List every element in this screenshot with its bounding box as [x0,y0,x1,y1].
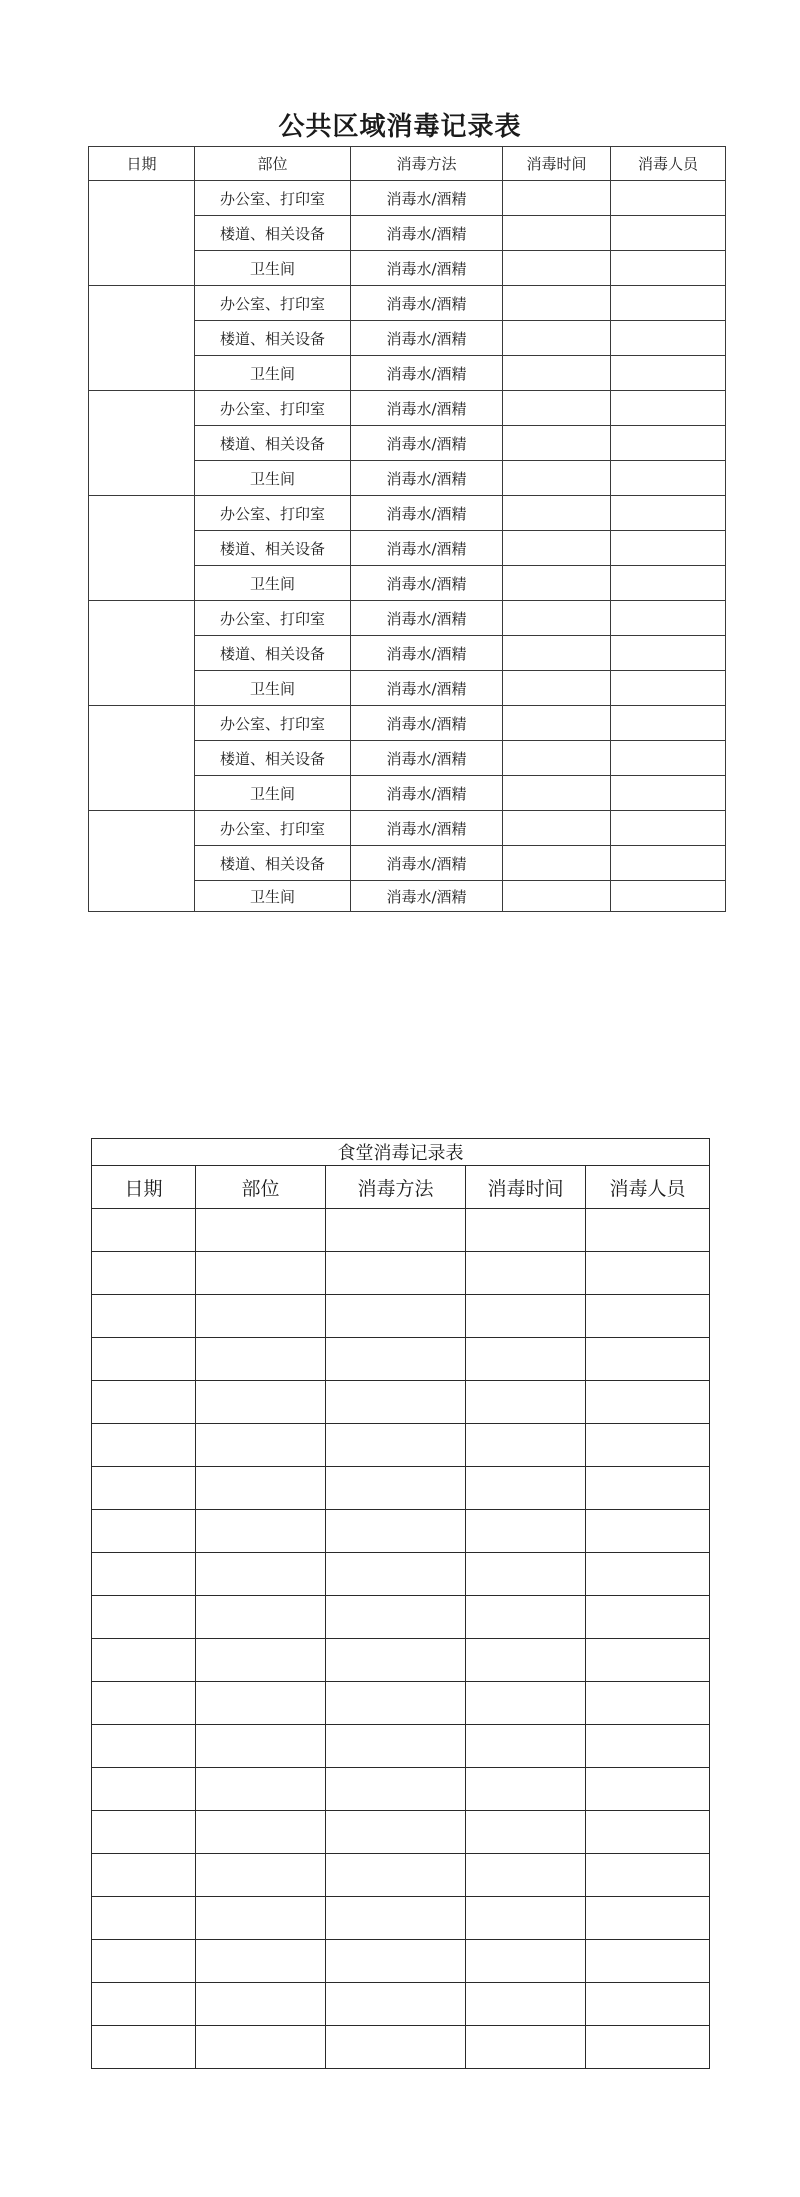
date-cell[interactable] [89,811,195,912]
canteen-staff-cell[interactable] [586,1854,710,1897]
staff-cell[interactable] [611,531,726,566]
canteen-time-cell[interactable] [466,2026,586,2069]
canteen-area-cell[interactable] [196,1811,326,1854]
area-cell: 办公室、打印室 [195,286,351,321]
area-cell: 办公室、打印室 [195,181,351,216]
canteen-date-cell[interactable] [92,1295,196,1338]
canteen-time-cell[interactable] [466,1639,586,1682]
table-row [92,1768,710,1811]
method-cell: 消毒水/酒精 [351,251,503,286]
table-row [92,1467,710,1510]
method-cell: 消毒水/酒精 [351,216,503,251]
canteen-method-cell[interactable] [326,1252,466,1295]
canteen-header-staff: 消毒人员 [586,1166,710,1209]
area-cell: 楼道、相关设备 [195,531,351,566]
area-cell: 卫生间 [195,881,351,912]
page-title: 公共区域消毒记录表 [278,112,522,142]
canteen-time-cell[interactable] [466,1424,586,1467]
area-cell: 卫生间 [195,566,351,601]
time-cell[interactable] [503,286,611,321]
canteen-time-cell[interactable] [466,1811,586,1854]
method-cell: 消毒水/酒精 [351,356,503,391]
canteen-date-cell[interactable] [92,1209,196,1252]
method-cell: 消毒水/酒精 [351,461,503,496]
area-cell: 楼道、相关设备 [195,846,351,881]
method-cell: 消毒水/酒精 [351,321,503,356]
staff-cell[interactable] [611,181,726,216]
method-cell: 消毒水/酒精 [351,846,503,881]
staff-cell[interactable] [611,671,726,706]
table-row [89,811,726,846]
canteen-time-cell[interactable] [466,1682,586,1725]
area-cell: 卫生间 [195,776,351,811]
canteen-area-cell[interactable] [196,1897,326,1940]
canteen-area-cell[interactable] [196,1596,326,1639]
area-cell: 卫生间 [195,461,351,496]
canteen-time-cell[interactable] [466,1295,586,1338]
canteen-staff-cell[interactable] [586,2026,710,2069]
header-time: 消毒时间 [503,147,611,181]
canteen-method-cell[interactable] [326,1596,466,1639]
canteen-staff-cell[interactable] [586,1639,710,1682]
canteen-staff-cell[interactable] [586,1510,710,1553]
canteen-area-cell[interactable] [196,1510,326,1553]
method-cell: 消毒水/酒精 [351,426,503,461]
canteen-time-cell[interactable] [466,1725,586,1768]
table-row [92,1596,710,1639]
canteen-header-area: 部位 [196,1166,326,1209]
date-cell[interactable] [89,391,195,496]
canteen-time-cell[interactable] [466,1768,586,1811]
public-area-disinfection-table [88,146,726,912]
method-cell: 消毒水/酒精 [351,881,503,912]
canteen-date-cell[interactable] [92,1553,196,1596]
canteen-date-cell[interactable] [92,1768,196,1811]
time-cell[interactable] [503,461,611,496]
time-cell[interactable] [503,216,611,251]
table-row [89,391,726,426]
header-staff: 消毒人员 [611,147,726,181]
canteen-date-cell[interactable] [92,1897,196,1940]
table-row [92,1897,710,1940]
canteen-area-cell[interactable] [196,2026,326,2069]
canteen-table-body [92,1209,710,2069]
table-row [92,1682,710,1725]
canteen-date-cell[interactable] [92,1811,196,1854]
canteen-date-cell[interactable] [92,1381,196,1424]
canteen-method-cell[interactable] [326,1983,466,2026]
canteen-header-method: 消毒方法 [326,1166,466,1209]
area-cell: 办公室、打印室 [195,601,351,636]
canteen-area-cell[interactable] [196,1424,326,1467]
canteen-method-cell[interactable] [326,1768,466,1811]
table-row [89,706,726,741]
staff-cell[interactable] [611,811,726,846]
table-row [89,496,726,531]
canteen-staff-cell[interactable] [586,1424,710,1467]
canteen-method-cell[interactable] [326,1381,466,1424]
date-cell[interactable] [89,601,195,706]
canteen-time-cell[interactable] [466,1940,586,1983]
canteen-staff-cell[interactable] [586,1768,710,1811]
table-header-row [89,147,726,181]
method-cell: 消毒水/酒精 [351,601,503,636]
time-cell[interactable] [503,776,611,811]
method-cell: 消毒水/酒精 [351,531,503,566]
canteen-staff-cell[interactable] [586,1467,710,1510]
canteen-staff-cell[interactable] [586,1252,710,1295]
canteen-staff-cell[interactable] [586,1897,710,1940]
table-row [92,1338,710,1381]
canteen-staff-cell[interactable] [586,1209,710,1252]
canteen-staff-cell[interactable] [586,1381,710,1424]
table-row [92,1854,710,1897]
canteen-date-cell[interactable] [92,1338,196,1381]
area-cell: 办公室、打印室 [195,496,351,531]
canteen-method-cell[interactable] [326,1897,466,1940]
staff-cell[interactable] [611,846,726,881]
canteen-date-cell[interactable] [92,1940,196,1983]
table-row [92,1424,710,1467]
canteen-header-date: 日期 [92,1166,196,1209]
canteen-method-cell[interactable] [326,1510,466,1553]
header-date: 日期 [89,147,195,181]
staff-cell[interactable] [611,601,726,636]
canteen-date-cell[interactable] [92,1596,196,1639]
staff-cell[interactable] [611,741,726,776]
canteen-area-cell[interactable] [196,1983,326,2026]
canteen-area-cell[interactable] [196,1682,326,1725]
time-cell[interactable] [503,671,611,706]
time-cell[interactable] [503,706,611,741]
method-cell: 消毒水/酒精 [351,286,503,321]
canteen-area-cell[interactable] [196,1338,326,1381]
canteen-date-cell[interactable] [92,1467,196,1510]
canteen-area-cell[interactable] [196,1854,326,1897]
table-row [92,1940,710,1983]
date-cell[interactable] [89,496,195,601]
canteen-method-cell[interactable] [326,1338,466,1381]
canteen-area-cell[interactable] [196,1940,326,1983]
canteen-time-cell[interactable] [466,1553,586,1596]
canteen-time-cell[interactable] [466,1510,586,1553]
canteen-date-cell[interactable] [92,2026,196,2069]
time-cell[interactable] [503,251,611,286]
canteen-staff-cell[interactable] [586,1725,710,1768]
method-cell: 消毒水/酒精 [351,811,503,846]
table-row [92,1252,710,1295]
canteen-date-cell[interactable] [92,1510,196,1553]
method-cell: 消毒水/酒精 [351,391,503,426]
staff-cell[interactable] [611,461,726,496]
time-cell[interactable] [503,181,611,216]
canteen-area-cell[interactable] [196,1295,326,1338]
canteen-disinfection-table [91,1138,710,2069]
canteen-time-cell[interactable] [466,1596,586,1639]
date-cell[interactable] [89,181,195,286]
method-cell: 消毒水/酒精 [351,566,503,601]
staff-cell[interactable] [611,636,726,671]
table-row [92,1209,710,1252]
canteen-time-cell[interactable] [466,1338,586,1381]
canteen-time-cell[interactable] [466,1897,586,1940]
method-cell: 消毒水/酒精 [351,776,503,811]
staff-cell[interactable] [611,251,726,286]
canteen-caption-row [92,1139,710,1166]
table-row [92,1553,710,1596]
area-cell: 办公室、打印室 [195,391,351,426]
canteen-date-cell[interactable] [92,1682,196,1725]
canteen-method-cell[interactable] [326,2026,466,2069]
staff-cell[interactable] [611,776,726,811]
staff-cell[interactable] [611,391,726,426]
canteen-area-cell[interactable] [196,1381,326,1424]
canteen-table-title: 食堂消毒记录表 [92,1139,710,1166]
canteen-time-cell[interactable] [466,1209,586,1252]
table-row [89,286,726,321]
area-cell: 办公室、打印室 [195,811,351,846]
canteen-method-cell[interactable] [326,1209,466,1252]
canteen-method-cell[interactable] [326,1854,466,1897]
date-cell[interactable] [89,706,195,811]
method-cell: 消毒水/酒精 [351,706,503,741]
canteen-area-cell[interactable] [196,1467,326,1510]
method-cell: 消毒水/酒精 [351,741,503,776]
canteen-time-cell[interactable] [466,1854,586,1897]
time-cell[interactable] [503,391,611,426]
area-cell: 办公室、打印室 [195,706,351,741]
method-cell: 消毒水/酒精 [351,181,503,216]
canteen-date-cell[interactable] [92,1725,196,1768]
canteen-area-cell[interactable] [196,1725,326,1768]
canteen-method-cell[interactable] [326,1682,466,1725]
staff-cell[interactable] [611,426,726,461]
time-cell[interactable] [503,531,611,566]
time-cell[interactable] [503,426,611,461]
area-cell: 卫生间 [195,671,351,706]
table-row [92,1510,710,1553]
public-area-table-body [89,181,726,912]
canteen-method-cell[interactable] [326,1639,466,1682]
table-row [89,181,726,216]
area-cell: 卫生间 [195,356,351,391]
canteen-date-cell[interactable] [92,1983,196,2026]
table-row [92,2026,710,2069]
staff-cell[interactable] [611,321,726,356]
time-cell[interactable] [503,881,611,912]
canteen-time-cell[interactable] [466,1252,586,1295]
canteen-method-cell[interactable] [326,1553,466,1596]
time-cell[interactable] [503,601,611,636]
canteen-area-cell[interactable] [196,1553,326,1596]
canteen-area-cell[interactable] [196,1639,326,1682]
canteen-staff-cell[interactable] [586,1940,710,1983]
date-cell[interactable] [89,286,195,391]
staff-cell[interactable] [611,566,726,601]
canteen-header-row [92,1166,710,1209]
header-method: 消毒方法 [351,147,503,181]
canteen-staff-cell[interactable] [586,1983,710,2026]
canteen-header-time: 消毒时间 [466,1166,586,1209]
canteen-method-cell[interactable] [326,1424,466,1467]
table-row [92,1295,710,1338]
area-cell: 楼道、相关设备 [195,216,351,251]
canteen-time-cell[interactable] [466,1467,586,1510]
method-cell: 消毒水/酒精 [351,496,503,531]
area-cell: 卫生间 [195,251,351,286]
staff-cell[interactable] [611,216,726,251]
canteen-staff-cell[interactable] [586,1811,710,1854]
canteen-date-cell[interactable] [92,1424,196,1467]
time-cell[interactable] [503,636,611,671]
staff-cell[interactable] [611,881,726,912]
canteen-area-cell[interactable] [196,1768,326,1811]
canteen-staff-cell[interactable] [586,1596,710,1639]
canteen-method-cell[interactable] [326,1725,466,1768]
table-row [92,1725,710,1768]
canteen-time-cell[interactable] [466,1983,586,2026]
time-cell[interactable] [503,741,611,776]
time-cell[interactable] [503,566,611,601]
canteen-method-cell[interactable] [326,1467,466,1510]
canteen-area-cell[interactable] [196,1209,326,1252]
area-cell: 楼道、相关设备 [195,321,351,356]
header-area: 部位 [195,147,351,181]
area-cell: 楼道、相关设备 [195,636,351,671]
canteen-date-cell[interactable] [92,1252,196,1295]
canteen-date-cell[interactable] [92,1854,196,1897]
area-cell: 楼道、相关设备 [195,426,351,461]
canteen-staff-cell[interactable] [586,1338,710,1381]
canteen-time-cell[interactable] [466,1381,586,1424]
staff-cell[interactable] [611,286,726,321]
canteen-method-cell[interactable] [326,1940,466,1983]
table-row [92,1983,710,2026]
canteen-staff-cell[interactable] [586,1682,710,1725]
staff-cell[interactable] [611,706,726,741]
canteen-staff-cell[interactable] [586,1295,710,1338]
staff-cell[interactable] [611,496,726,531]
canteen-method-cell[interactable] [326,1295,466,1338]
table-row [92,1811,710,1854]
table-row [92,1381,710,1424]
table-row [92,1639,710,1682]
area-cell: 楼道、相关设备 [195,741,351,776]
canteen-area-cell[interactable] [196,1252,326,1295]
table-row [89,601,726,636]
time-cell[interactable] [503,356,611,391]
time-cell[interactable] [503,496,611,531]
method-cell: 消毒水/酒精 [351,671,503,706]
canteen-date-cell[interactable] [92,1639,196,1682]
staff-cell[interactable] [611,356,726,391]
canteen-staff-cell[interactable] [586,1553,710,1596]
canteen-method-cell[interactable] [326,1811,466,1854]
method-cell: 消毒水/酒精 [351,636,503,671]
time-cell[interactable] [503,846,611,881]
time-cell[interactable] [503,811,611,846]
time-cell[interactable] [503,321,611,356]
